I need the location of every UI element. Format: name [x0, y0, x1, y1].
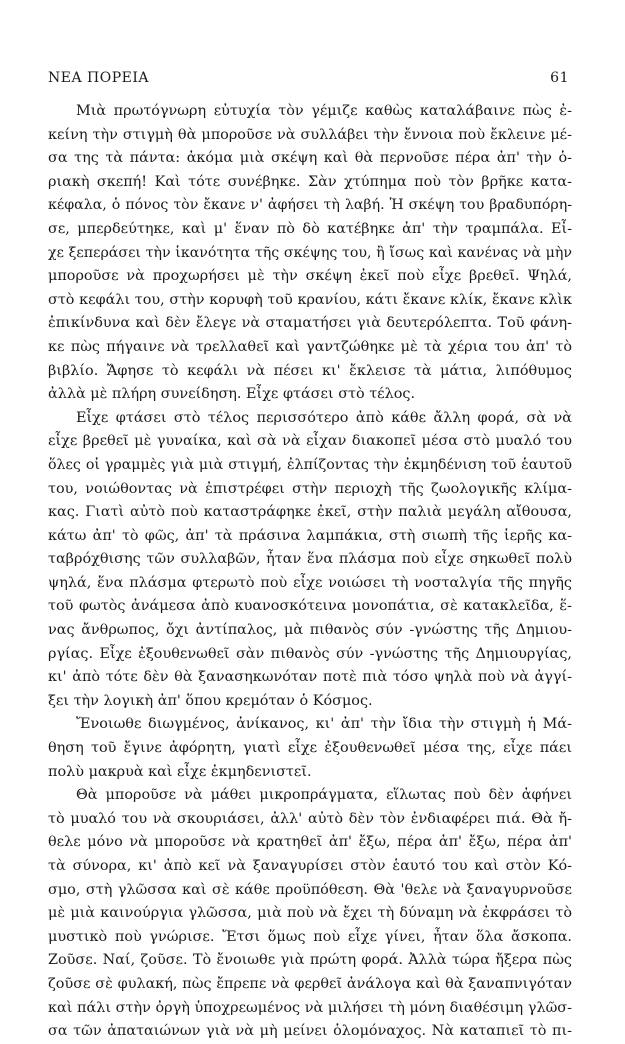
- text-line: πολὺ μακρυὰ καὶ εἶχε ἐκμηδενιστεῖ.: [48, 763, 312, 780]
- text-line: τοῦ φωτὸς ἀνάμεσα ἀπὸ κυανοσκότεινα μονοπάτια, σὲ κατακλεῖδα, ἕ-: [48, 598, 572, 615]
- text-line: κας. Γιατὶ αὐτὸ ποὺ καταστράφηκε ἐκεῖ, στὴν παλιὰ μεγάλη αἴθουσα,: [48, 504, 572, 521]
- text-line: κέφαλα, ὁ πόνος τὸν ἔκανε ν' ἀφήσει τὴ λαβή. Ἡ σκέψη του βραδυπόρη-: [48, 197, 572, 214]
- text-line: Ζοῦσε. Ναί, ζοῦσε. Τὸ ἔνοιωθε γιὰ πρώτη φορά. Ἀλλὰ τώρα ἤξερα πὼς: [48, 952, 572, 969]
- text-line: στὸ κεφάλι του, στὴν κορυφὴ τοῦ κρανίου, κάτι ἔκανε κλίκ, ἔκανε κλὶκ: [48, 291, 572, 308]
- text-line: σα της τὰ πάντα: ἀκόμα μιὰ σκέψη καὶ θὰ περνοῦσε πέρα ἀπ' τὴν ὁ-: [48, 150, 572, 167]
- text-line: κε πὼς πήγαινε νὰ τρελλαθεῖ καὶ γαντζώθηκε μὲ τὰ χέρια του ἀπ' τὸ: [48, 338, 572, 355]
- text-line: μὲ μιὰ καινούργια γλῶσσα, μιὰ ποὺ νὰ ἔχει τὴ δύναμη νὰ ἐκφράσει τὸ: [48, 905, 572, 922]
- text-line: Μιὰ πρωτόγνωρη εὐτυχία τὸν γέμιζε καθὼς καταλάβαινε πὼς ἐ-: [76, 103, 572, 119]
- text-line: νας ἄνθρωπος, ὄχι ἀντίπαλος, μὰ πιθανὸς σύν -γνώστης τῆς Δημιου-: [48, 622, 572, 639]
- text-line: ψηλά, ἕνα πλάσμα φτερωτὸ ποὺ εἶχε νοιώσει τὴ νοσταλγία τῆς πηγῆς: [48, 574, 572, 591]
- text-line: του, νοιώθοντας νὰ ἐπιστρέφει στὴν περιοχὴ τῆς ζωολογικῆς κλίμα-: [48, 480, 572, 497]
- text-line: ἀλλὰ μὲ πλήρη συνείδηση. Εἶχε φτάσει στὸ τέλος.: [48, 386, 416, 403]
- text-line: θελε μόνο νὰ μποροῦσε νὰ κρατηθεῖ ἀπ' ἔξω, πέρα ἀπ' ἔξω, πέρα ἀπ': [48, 834, 572, 851]
- text-line: σα τῶν ἀπαταιώνων γιὰ νὰ μὴ μείνει ὁλομόναχος. Νὰ καταπιεῖ τὸ πι-: [48, 1023, 572, 1040]
- text-line: κάτω ἀπ' τὸ φῶς, ἀπ' τὰ πράσινα λαμπάκια, στὴ σιωπὴ τῆς ἱερῆς κα-: [48, 527, 572, 544]
- text-line: καὶ πάλι στὴν ὀργὴ ὑποχρεωμένος νὰ μιλήσει τὴ μόνη διαθέσιμη γλῶσ-: [48, 999, 572, 1016]
- text-line: βιβλίο. Ἄφησε τὸ κεφάλι νὰ πέσει κι' ἔκλεισε τὰ μάτια, λιπόθυμος: [48, 362, 572, 379]
- text-line: ταβρόχθισης τῶν συλλαβῶν, ἦταν ἕνα πλάσμα ποὺ εἶχε σηκωθεῖ πολὺ: [48, 551, 572, 568]
- text-line: ργίας. Εἶχε ἐξουθενωθεῖ σὰν πιθανὸς σύν -γνώστης τῆς Δημιουργίας,: [48, 645, 572, 662]
- text-line: τὰ σύνορα, κι' ἀπὸ κεῖ νὰ ξαναγυρίσει στὸν ἑαυτό του καὶ στὸν Κό-: [48, 858, 572, 874]
- text-line: Θὰ μποροῦσε νὰ μάθει μικροπράγματα, εἵλωτας ποὺ δὲν ἀφήνει: [76, 787, 572, 804]
- text-line: ὅλες οἱ γραμμὲς γιὰ μιὰ στιγμή, ἐλπίζοντας τὴν ἐκμηδένιση τοῦ ἑαυτοῦ: [48, 456, 572, 473]
- text-line: κείνη τὴν στιγμὴ θὰ μποροῦσε νὰ συλλάβει τὴν ἔννοια ποὺ ἔκλεινε μέ-: [48, 126, 572, 143]
- text-line: χε ξεπεράσει τὴν ἱκανότητα τῆς σκέψης του, ἢ ἴσως καὶ κανένας νὰ μὴν: [48, 244, 572, 261]
- text-line: κι' ἀπὸ τότε δὲν θὰ ξανασηκωνόταν ποτὲ πιὰ τόσο ψηλὰ ποὺ νὰ ἀγγί-: [48, 669, 572, 686]
- text-line: εἶχε βρεθεῖ μὲ γυναίκα, καὶ σὰ νὰ εἶχαν διακοπεῖ μέσα στὸ μυαλό του: [48, 433, 572, 450]
- text-line: τὸ μυαλό του νὰ σκουριάσει, ἀλλ' αὐτὸ δὲν τὸν ἐνδιαφέρει πιά. Θὰ ἤ-: [48, 810, 572, 827]
- text-line: μποροῦσε νὰ προχωρήσει μὲ τὴν σκέψη ἐκεῖ ποὺ εἶχε βρεθεῖ. Ψηλά,: [48, 268, 572, 285]
- text-line: σμο, στὴ γλῶσσα καὶ σὲ κάθε προϋπόθεση. Θὰ 'θελε νὰ ξαναγυρνοῦσε: [48, 881, 572, 898]
- text-line: ξει τὴν λογικὴ ἀπ' ὅπου κρεμόταν ὁ Κόσμος.: [48, 692, 373, 709]
- text-line: Ἔνοιωθε διωγμένος, ἀνίκανος, κι' ἀπ' τὴν ἴδια τὴν στιγμὴ ἡ Μά-: [76, 716, 572, 733]
- text-body: [48, 100, 572, 1044]
- text-line: ἐπικίνδυνα καὶ δὲν ἔλεγε νὰ σταματήσει γιὰ δευτερόλεπτα. Τοῦ φάνη-: [48, 315, 572, 332]
- running-title: ΝΕΑ ΠΟΡΕΙΑ: [48, 70, 149, 86]
- text-line: θηση τοῦ ἔγινε ἀφόρητη, γιατὶ εἶχε ἐξουθενωθεῖ μέσα της, εἶχε πάει: [48, 740, 572, 757]
- text-line: ζοῦσε σὲ φυλακή, πὼς ἔπρεπε νὰ φερθεῖ ἀνάλογα καὶ θὰ ξαναπνιγόταν: [48, 975, 572, 992]
- page-number: 61: [550, 70, 569, 86]
- text-line: Εἶχε φτάσει στὸ τέλος περισσότερο ἀπὸ κάθε ἄλλη φορά, σὰ νὰ: [76, 409, 572, 426]
- text-line: σε, μπερδεύτηκε, καὶ μ' ἕναν πὸ δὸ κατέβηκε ἀπ' τὴν τραμπάλα. Εἶ-: [48, 220, 572, 237]
- text-line: μυστικὸ ποὺ γνώρισε. Ἔτσι ὅμως ποὺ εἶχε γίνει, ἦταν ὅλα ἄσκοπα.: [48, 928, 572, 945]
- text-line: ριακὴ σκεπή! Καὶ τότε συνέβηκε. Σὰν χτύπημα ποὺ τὸν βρῆκε κατα-: [48, 173, 572, 190]
- running-head: [48, 70, 569, 90]
